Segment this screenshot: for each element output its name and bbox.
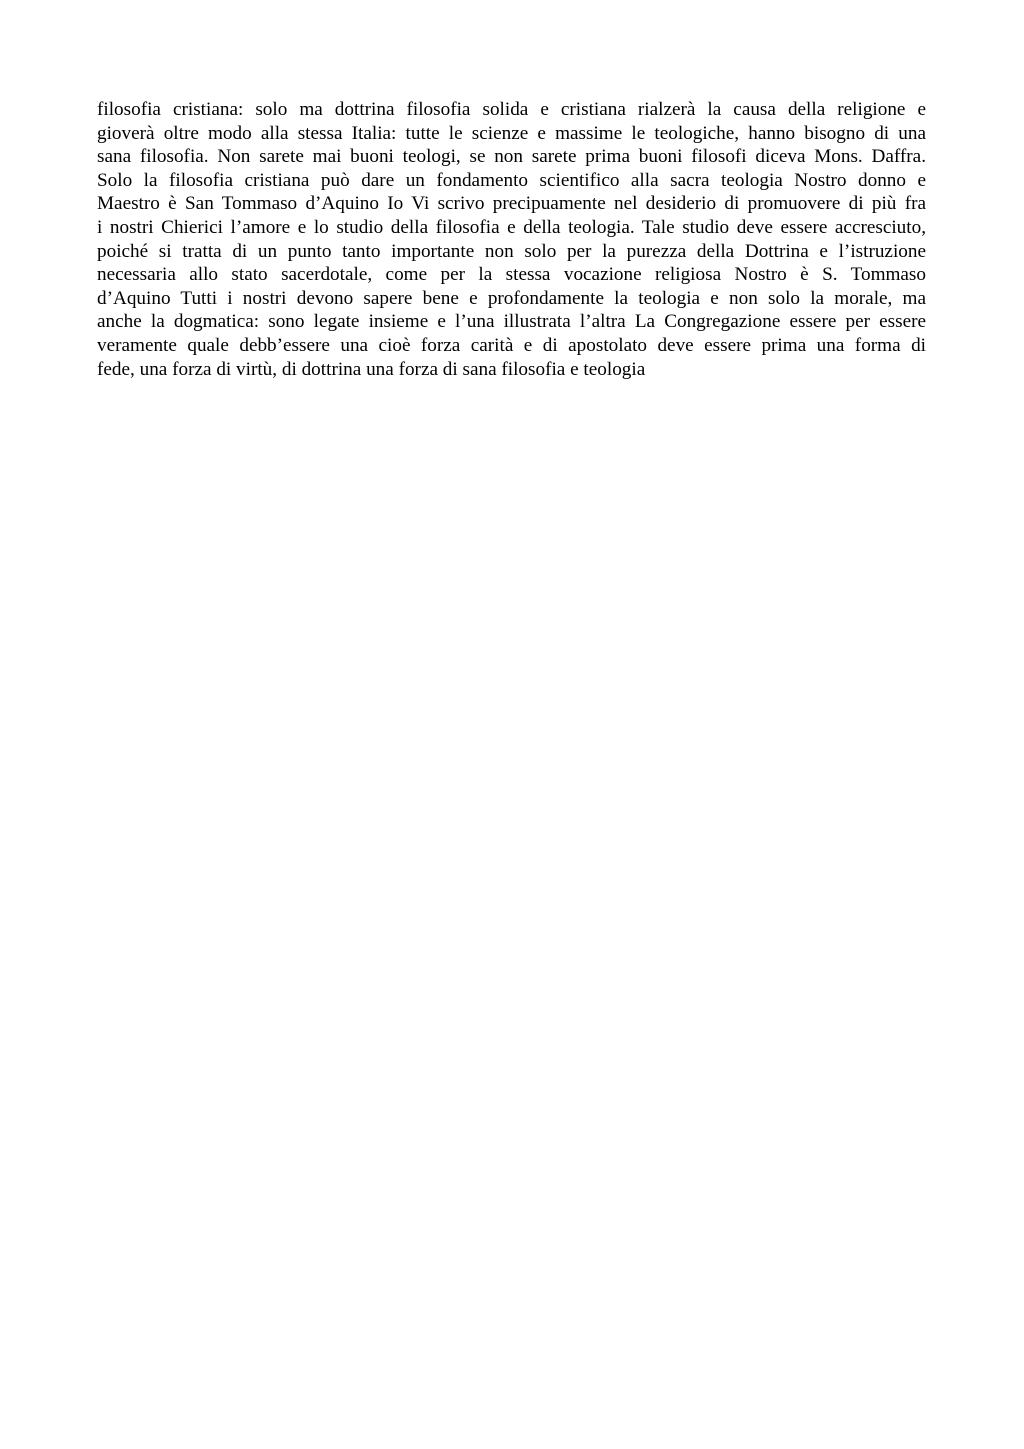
text-line: i nostri Chierici l’amore e lo studio della filosofia e della teologia. Tale studio deve essere accresciuto, bbox=[97, 216, 926, 238]
text-line: gioverà oltre modo alla stessa Italia: tutte le scienze e massime le teologiche, hanno bisogno di una bbox=[97, 122, 926, 144]
text-line: filosofia cristiana: solo ma dottrina filosofia solida e cristiana rialzerà la causa della religione e bbox=[97, 99, 926, 120]
text-line: poiché si tratta di un punto tanto importante non solo per la purezza della Dottrina e l’istruzione bbox=[97, 240, 926, 262]
text-line: Solo la filosofia cristiana può dare un fondamento scientifico alla sacra teologia Nostro donno e bbox=[97, 169, 926, 191]
text-line: veramente quale debb’essere una cioè forza carità e di apostolato deve essere prima una forma di bbox=[97, 334, 926, 356]
text-line: sana filosofia. Non sarete mai buoni teologi, se non sarete prima buoni filosofi diceva Mons. Daffra. bbox=[97, 146, 926, 168]
text-line: necessaria allo stato sacerdotale, come per la stessa vocazione religiosa Nostro è S. Tommaso bbox=[97, 264, 926, 286]
body-paragraph bbox=[97, 98, 926, 381]
text-line: Maestro è San Tommaso d’Aquino Io Vi scrivo precipuamente nel desiderio di promuovere di più fra bbox=[97, 193, 926, 215]
text-line: d’Aquino Tutti i nostri devono sapere bene e profondamente la teologia e non solo la morale, ma bbox=[97, 287, 926, 309]
text-line: anche la dogmatica: sono legate insieme e l’una illustrata l’altra La Congregazione essere per essere bbox=[97, 311, 926, 333]
text-line: fede, una forza di virtù, di dottrina una forza di sana filosofia e teologia bbox=[97, 358, 646, 380]
